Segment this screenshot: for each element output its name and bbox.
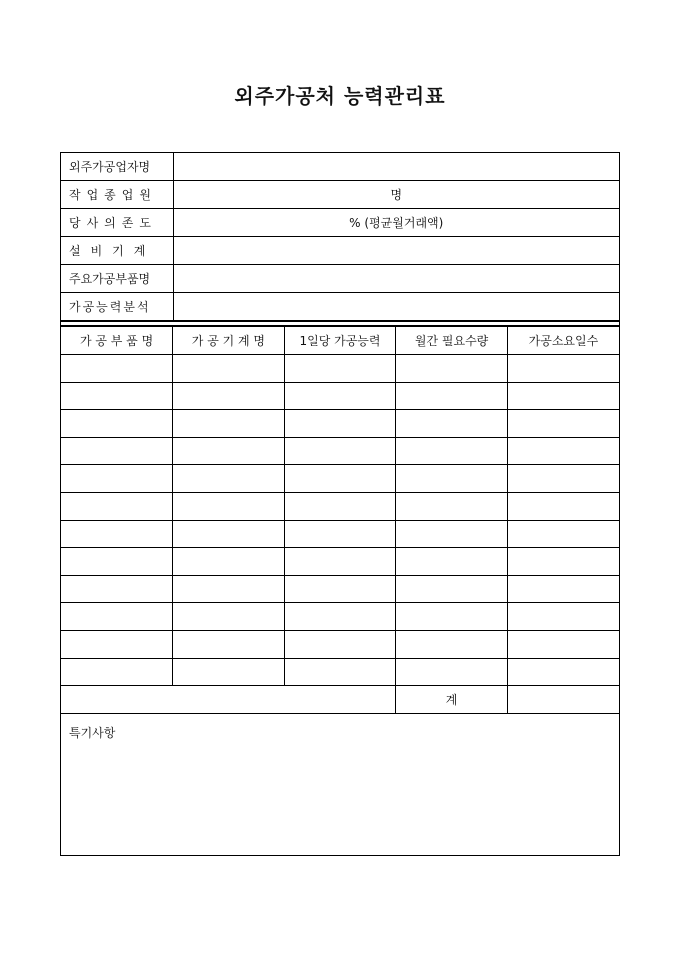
- table-cell[interactable]: [284, 575, 396, 603]
- table-cell[interactable]: [507, 630, 619, 658]
- table-cell[interactable]: [507, 437, 619, 465]
- total-blank-cell: [61, 686, 396, 714]
- info-label: 당사의존도: [61, 209, 173, 237]
- info-row: [61, 209, 619, 237]
- total-label: 계: [396, 686, 508, 714]
- table-cell[interactable]: [507, 465, 619, 493]
- table-cell[interactable]: [396, 355, 508, 383]
- table-cell[interactable]: [507, 548, 619, 576]
- table-cell[interactable]: [507, 382, 619, 410]
- table-row: [61, 575, 619, 603]
- info-row: [61, 265, 619, 293]
- notes-section[interactable]: [61, 714, 619, 751]
- table-cell[interactable]: [173, 603, 285, 631]
- info-value-field[interactable]: [173, 293, 619, 321]
- table-cell[interactable]: [173, 548, 285, 576]
- info-table: [61, 153, 619, 321]
- table-cell[interactable]: [61, 437, 173, 465]
- table-cell[interactable]: [284, 355, 396, 383]
- info-value-field[interactable]: % (평균월거래액): [173, 209, 619, 237]
- table-row: [61, 437, 619, 465]
- info-value-field[interactable]: [173, 237, 619, 265]
- table-cell[interactable]: [507, 355, 619, 383]
- table-cell[interactable]: [396, 437, 508, 465]
- table-row: [61, 355, 619, 383]
- table-cell[interactable]: [396, 410, 508, 438]
- table-cell[interactable]: [284, 437, 396, 465]
- table-cell[interactable]: [61, 410, 173, 438]
- header-monthly-quantity: 월간 필요수량: [396, 327, 508, 355]
- table-cell[interactable]: [396, 548, 508, 576]
- table-cell[interactable]: [284, 548, 396, 576]
- table-cell[interactable]: [396, 575, 508, 603]
- table-cell[interactable]: [284, 520, 396, 548]
- table-cell[interactable]: [284, 658, 396, 686]
- info-label: 설비기계: [61, 237, 173, 265]
- table-cell[interactable]: [284, 603, 396, 631]
- table-row: [61, 492, 619, 520]
- table-cell[interactable]: [61, 520, 173, 548]
- capacity-table: [61, 326, 619, 714]
- table-cell[interactable]: [173, 410, 285, 438]
- table-cell[interactable]: [173, 465, 285, 493]
- table-cell[interactable]: [284, 492, 396, 520]
- table-cell[interactable]: [173, 575, 285, 603]
- info-row: [61, 237, 619, 265]
- table-cell[interactable]: [173, 658, 285, 686]
- table-cell[interactable]: [284, 382, 396, 410]
- table-cell[interactable]: [61, 548, 173, 576]
- table-cell[interactable]: [284, 465, 396, 493]
- info-label: 주요가공부품명: [61, 265, 173, 293]
- info-value-field[interactable]: [173, 153, 619, 181]
- notes-label: 특기사항: [69, 726, 116, 741]
- table-cell[interactable]: [507, 492, 619, 520]
- table-cell[interactable]: [284, 410, 396, 438]
- table-cell[interactable]: [61, 630, 173, 658]
- info-row: [61, 293, 619, 321]
- table-cell[interactable]: [507, 575, 619, 603]
- table-cell[interactable]: [396, 630, 508, 658]
- table-cell[interactable]: [396, 603, 508, 631]
- form-frame: [60, 152, 620, 856]
- table-cell[interactable]: [61, 465, 173, 493]
- table-header-row: [61, 327, 619, 355]
- info-label: 가공능력분석: [61, 293, 173, 321]
- table-row: [61, 548, 619, 576]
- info-label: 작업종업원: [61, 181, 173, 209]
- table-cell[interactable]: [61, 658, 173, 686]
- table-cell[interactable]: [396, 520, 508, 548]
- table-cell[interactable]: [61, 575, 173, 603]
- table-cell[interactable]: [396, 492, 508, 520]
- total-row: [61, 686, 619, 714]
- table-row: [61, 520, 619, 548]
- table-cell[interactable]: [173, 382, 285, 410]
- table-cell[interactable]: [61, 355, 173, 383]
- info-row: [61, 153, 619, 181]
- info-label: 외주가공업자명: [61, 153, 173, 181]
- page-title: 외주가공처 능력관리표: [234, 84, 446, 108]
- table-row: [61, 630, 619, 658]
- table-row: [61, 658, 619, 686]
- table-cell[interactable]: [507, 410, 619, 438]
- info-row: [61, 181, 619, 209]
- table-cell[interactable]: [61, 603, 173, 631]
- table-cell[interactable]: [396, 658, 508, 686]
- table-cell[interactable]: [507, 658, 619, 686]
- table-row: [61, 465, 619, 493]
- table-row: [61, 382, 619, 410]
- table-cell[interactable]: [61, 382, 173, 410]
- table-cell[interactable]: [284, 630, 396, 658]
- table-cell[interactable]: [507, 603, 619, 631]
- info-value-field[interactable]: 명: [173, 181, 619, 209]
- table-cell[interactable]: [61, 492, 173, 520]
- table-cell[interactable]: [173, 492, 285, 520]
- table-cell[interactable]: [507, 520, 619, 548]
- header-part-name: 가 공 부 품 명: [61, 327, 173, 355]
- table-cell[interactable]: [173, 437, 285, 465]
- table-cell[interactable]: [173, 355, 285, 383]
- info-value-field[interactable]: [173, 265, 619, 293]
- header-processing-days: 가공소요일수: [507, 327, 619, 355]
- table-cell[interactable]: [396, 382, 508, 410]
- table-row: [61, 603, 619, 631]
- table-cell[interactable]: [173, 520, 285, 548]
- header-daily-capacity: 1일당 가공능력: [284, 327, 396, 355]
- total-value-cell[interactable]: [507, 686, 619, 714]
- table-cell[interactable]: [173, 630, 285, 658]
- table-row: [61, 410, 619, 438]
- header-machine-name: 가 공 기 계 명: [173, 327, 285, 355]
- table-cell[interactable]: [396, 465, 508, 493]
